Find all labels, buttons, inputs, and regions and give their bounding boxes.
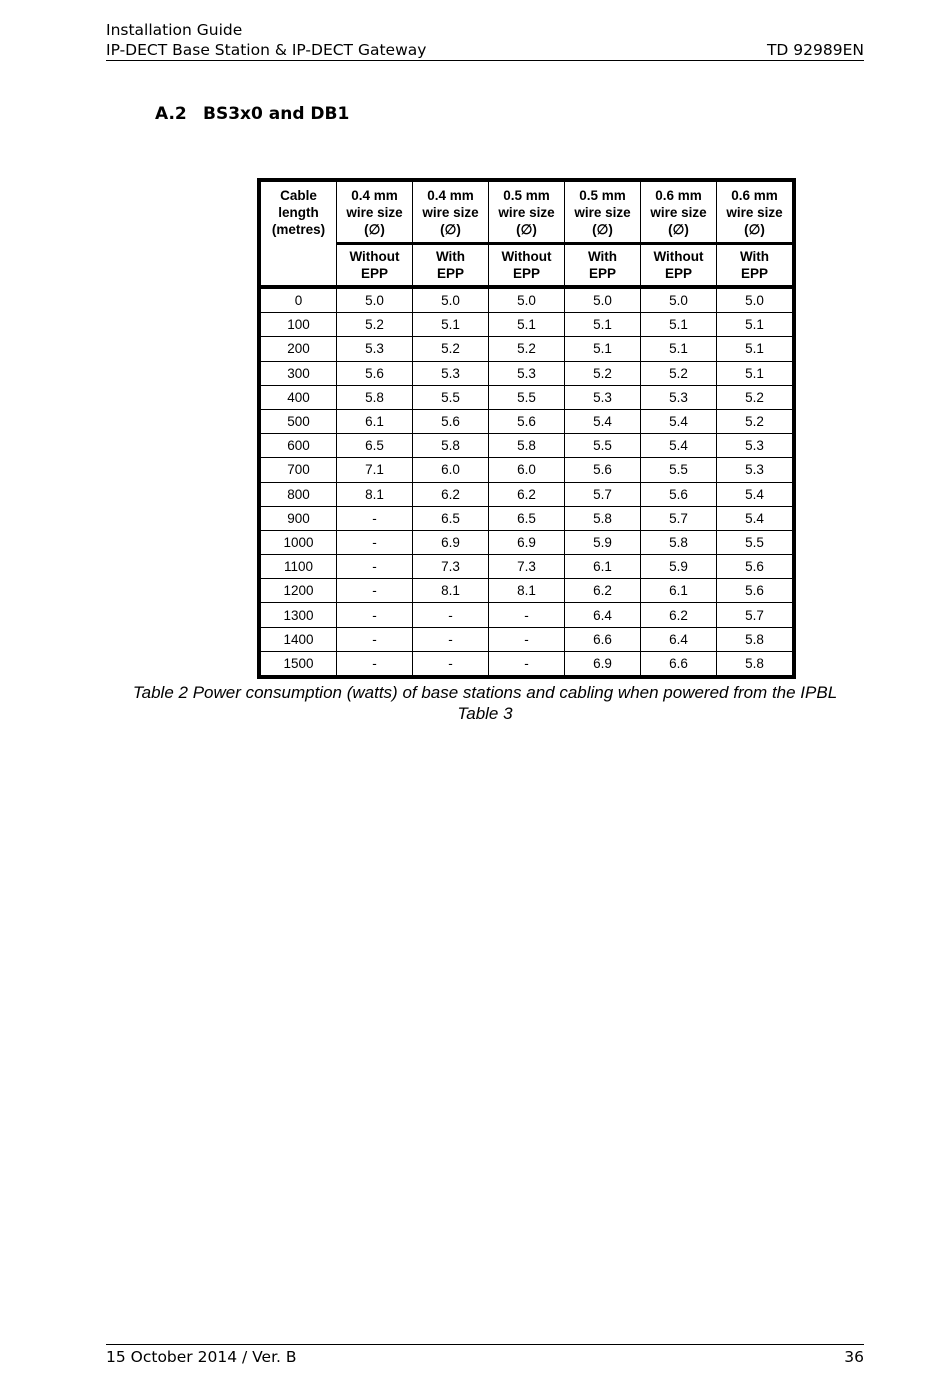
cell-power-value: - <box>337 603 413 627</box>
header-wire-size: 0.4 mm wire size (∅) <box>337 180 413 244</box>
cell-power-value: 6.1 <box>565 555 641 579</box>
footer-date-version: 15 October 2014 / Ver. B <box>106 1348 297 1366</box>
cell-power-value: 6.1 <box>337 409 413 433</box>
cell-power-value: 5.7 <box>717 603 795 627</box>
cell-power-value: 5.8 <box>717 627 795 651</box>
cell-power-value: 6.6 <box>565 627 641 651</box>
cell-power-value: 6.4 <box>565 603 641 627</box>
cell-power-value: 5.3 <box>413 361 489 385</box>
cell-power-value: - <box>337 555 413 579</box>
cell-power-value: 6.9 <box>489 530 565 554</box>
cell-power-value: 5.1 <box>641 313 717 337</box>
cell-cable-length: 0 <box>259 287 337 313</box>
cell-power-value: 7.3 <box>489 555 565 579</box>
page-header <box>106 20 426 60</box>
cell-power-value: 5.6 <box>641 482 717 506</box>
cell-power-value: 5.2 <box>717 385 795 409</box>
power-table-container <box>257 178 796 679</box>
cell-power-value: - <box>337 530 413 554</box>
header-wire-size: 0.6 mm wire size (∅) <box>717 180 795 244</box>
cell-power-value: 5.2 <box>641 361 717 385</box>
cell-power-value: 6.2 <box>413 482 489 506</box>
cell-cable-length: 700 <box>259 458 337 482</box>
cell-cable-length: 500 <box>259 409 337 433</box>
header-rule <box>106 60 864 61</box>
cell-power-value: 5.4 <box>641 434 717 458</box>
cell-power-value: 5.1 <box>717 361 795 385</box>
table-row <box>259 313 794 337</box>
cell-power-value: 6.5 <box>413 506 489 530</box>
table-row <box>259 458 794 482</box>
cell-power-value: - <box>489 627 565 651</box>
table-row <box>259 337 794 361</box>
cell-power-value: 5.0 <box>717 287 795 313</box>
cell-cable-length: 600 <box>259 434 337 458</box>
cell-power-value: - <box>337 651 413 677</box>
cell-power-value: 5.3 <box>337 337 413 361</box>
cell-power-value: 5.2 <box>413 337 489 361</box>
cell-power-value: 8.1 <box>413 579 489 603</box>
power-consumption-table <box>257 178 796 679</box>
cell-power-value: 6.5 <box>489 506 565 530</box>
cell-power-value: 5.6 <box>337 361 413 385</box>
cell-power-value: 6.9 <box>565 651 641 677</box>
table-row <box>259 506 794 530</box>
cell-power-value: 5.6 <box>717 579 795 603</box>
header-wire-size: 0.4 mm wire size (∅) <box>413 180 489 244</box>
cell-power-value: 5.1 <box>565 337 641 361</box>
cell-power-value: 5.5 <box>641 458 717 482</box>
cell-power-value: - <box>337 506 413 530</box>
header-epp: Without EPP <box>337 244 413 288</box>
cell-power-value: 5.5 <box>565 434 641 458</box>
cell-power-value: 5.6 <box>413 409 489 433</box>
cell-power-value: 8.1 <box>489 579 565 603</box>
cell-power-value: 5.3 <box>717 458 795 482</box>
cell-power-value: 6.9 <box>413 530 489 554</box>
cell-power-value: 5.1 <box>717 313 795 337</box>
table-header-row-epp <box>259 244 794 288</box>
cell-power-value: 5.3 <box>717 434 795 458</box>
cell-power-value: 5.1 <box>489 313 565 337</box>
cell-power-value: 5.0 <box>641 287 717 313</box>
table-row <box>259 434 794 458</box>
cell-power-value: - <box>337 627 413 651</box>
cell-power-value: 5.3 <box>641 385 717 409</box>
cell-power-value: - <box>413 603 489 627</box>
table-row <box>259 579 794 603</box>
table-row <box>259 482 794 506</box>
cell-cable-length: 200 <box>259 337 337 361</box>
cell-power-value: 5.9 <box>565 530 641 554</box>
cell-power-value: - <box>413 651 489 677</box>
cell-cable-length: 1300 <box>259 603 337 627</box>
cell-power-value: 5.2 <box>717 409 795 433</box>
table-row <box>259 385 794 409</box>
cell-power-value: 5.0 <box>413 287 489 313</box>
cell-power-value: 5.8 <box>641 530 717 554</box>
table-caption <box>106 682 864 724</box>
cell-power-value: 5.7 <box>565 482 641 506</box>
cell-power-value: 5.6 <box>717 555 795 579</box>
cell-cable-length: 1500 <box>259 651 337 677</box>
cell-power-value: - <box>489 603 565 627</box>
footer-rule <box>106 1344 864 1345</box>
cell-power-value: 5.8 <box>565 506 641 530</box>
cell-power-value: 6.5 <box>337 434 413 458</box>
table-row <box>259 361 794 385</box>
cell-cable-length: 1200 <box>259 579 337 603</box>
cell-power-value: 5.2 <box>489 337 565 361</box>
header-product: IP-DECT Base Station & IP-DECT Gateway <box>106 41 427 59</box>
cell-power-value: 6.4 <box>641 627 717 651</box>
cell-cable-length: 800 <box>259 482 337 506</box>
caption-line-1: Table 2 Power consumption (watts) of base stations and cabling when powered from the IPBL <box>132 683 838 702</box>
table-row <box>259 627 794 651</box>
header-doc-id: TD 92989EN <box>766 41 864 59</box>
cell-power-value: 5.0 <box>337 287 413 313</box>
table-row <box>259 409 794 433</box>
table-body <box>259 287 794 677</box>
cell-power-value: 5.3 <box>489 361 565 385</box>
cell-power-value: 5.5 <box>413 385 489 409</box>
header-epp: With EPP <box>565 244 641 288</box>
header-cable-length: Cable length (metres) <box>259 180 337 287</box>
header-epp: Without EPP <box>489 244 565 288</box>
cell-power-value: - <box>413 627 489 651</box>
cell-cable-length: 1400 <box>259 627 337 651</box>
table-row <box>259 603 794 627</box>
cell-power-value: 5.8 <box>717 651 795 677</box>
table-header-row-wire <box>259 180 794 244</box>
header-epp: With EPP <box>717 244 795 288</box>
header-wire-size: 0.5 mm wire size (∅) <box>489 180 565 244</box>
cell-power-value: 5.0 <box>565 287 641 313</box>
table-row <box>259 555 794 579</box>
cell-cable-length: 400 <box>259 385 337 409</box>
cell-power-value: 5.4 <box>565 409 641 433</box>
cell-cable-length: 900 <box>259 506 337 530</box>
cell-power-value: 5.1 <box>565 313 641 337</box>
cell-power-value: 5.3 <box>565 385 641 409</box>
section-heading <box>155 104 349 124</box>
cell-power-value: 6.6 <box>641 651 717 677</box>
cell-power-value: 7.1 <box>337 458 413 482</box>
cell-power-value: 5.5 <box>717 530 795 554</box>
footer-page-number: 36 <box>844 1348 864 1366</box>
cell-power-value: 6.0 <box>489 458 565 482</box>
header-epp: Without EPP <box>641 244 717 288</box>
cell-power-value: 6.2 <box>641 603 717 627</box>
section-title: BS3x0 and DB1 <box>203 104 350 124</box>
cell-power-value: 6.0 <box>413 458 489 482</box>
section-number: A.2 <box>155 104 187 124</box>
cell-power-value: 5.1 <box>717 337 795 361</box>
cell-power-value: 5.4 <box>641 409 717 433</box>
cell-power-value: 8.1 <box>337 482 413 506</box>
cell-cable-length: 100 <box>259 313 337 337</box>
cell-cable-length: 300 <box>259 361 337 385</box>
cell-power-value: 5.2 <box>337 313 413 337</box>
cell-cable-length: 1000 <box>259 530 337 554</box>
table-row <box>259 530 794 554</box>
cell-power-value: 5.1 <box>641 337 717 361</box>
cell-power-value: 5.9 <box>641 555 717 579</box>
cell-power-value: 5.8 <box>489 434 565 458</box>
header-wire-size: 0.6 mm wire size (∅) <box>641 180 717 244</box>
cell-power-value: 5.6 <box>565 458 641 482</box>
cell-power-value: 7.3 <box>413 555 489 579</box>
cell-power-value: 5.0 <box>489 287 565 313</box>
cell-power-value: 6.2 <box>565 579 641 603</box>
cell-power-value: 5.4 <box>717 506 795 530</box>
caption-line-2: Table 3 <box>457 704 513 723</box>
cell-power-value: 6.1 <box>641 579 717 603</box>
header-epp: With EPP <box>413 244 489 288</box>
cell-power-value: - <box>489 651 565 677</box>
cell-power-value: 5.6 <box>489 409 565 433</box>
cell-power-value: - <box>337 579 413 603</box>
cell-power-value: 5.7 <box>641 506 717 530</box>
cell-power-value: 5.5 <box>489 385 565 409</box>
cell-power-value: 5.8 <box>337 385 413 409</box>
cell-power-value: 5.2 <box>565 361 641 385</box>
cell-cable-length: 1100 <box>259 555 337 579</box>
cell-power-value: 5.1 <box>413 313 489 337</box>
cell-power-value: 5.8 <box>413 434 489 458</box>
cell-power-value: 6.2 <box>489 482 565 506</box>
header-doc-type: Installation Guide <box>106 21 243 39</box>
table-row <box>259 287 794 313</box>
header-wire-size: 0.5 mm wire size (∅) <box>565 180 641 244</box>
cell-power-value: 5.4 <box>717 482 795 506</box>
table-row <box>259 651 794 677</box>
